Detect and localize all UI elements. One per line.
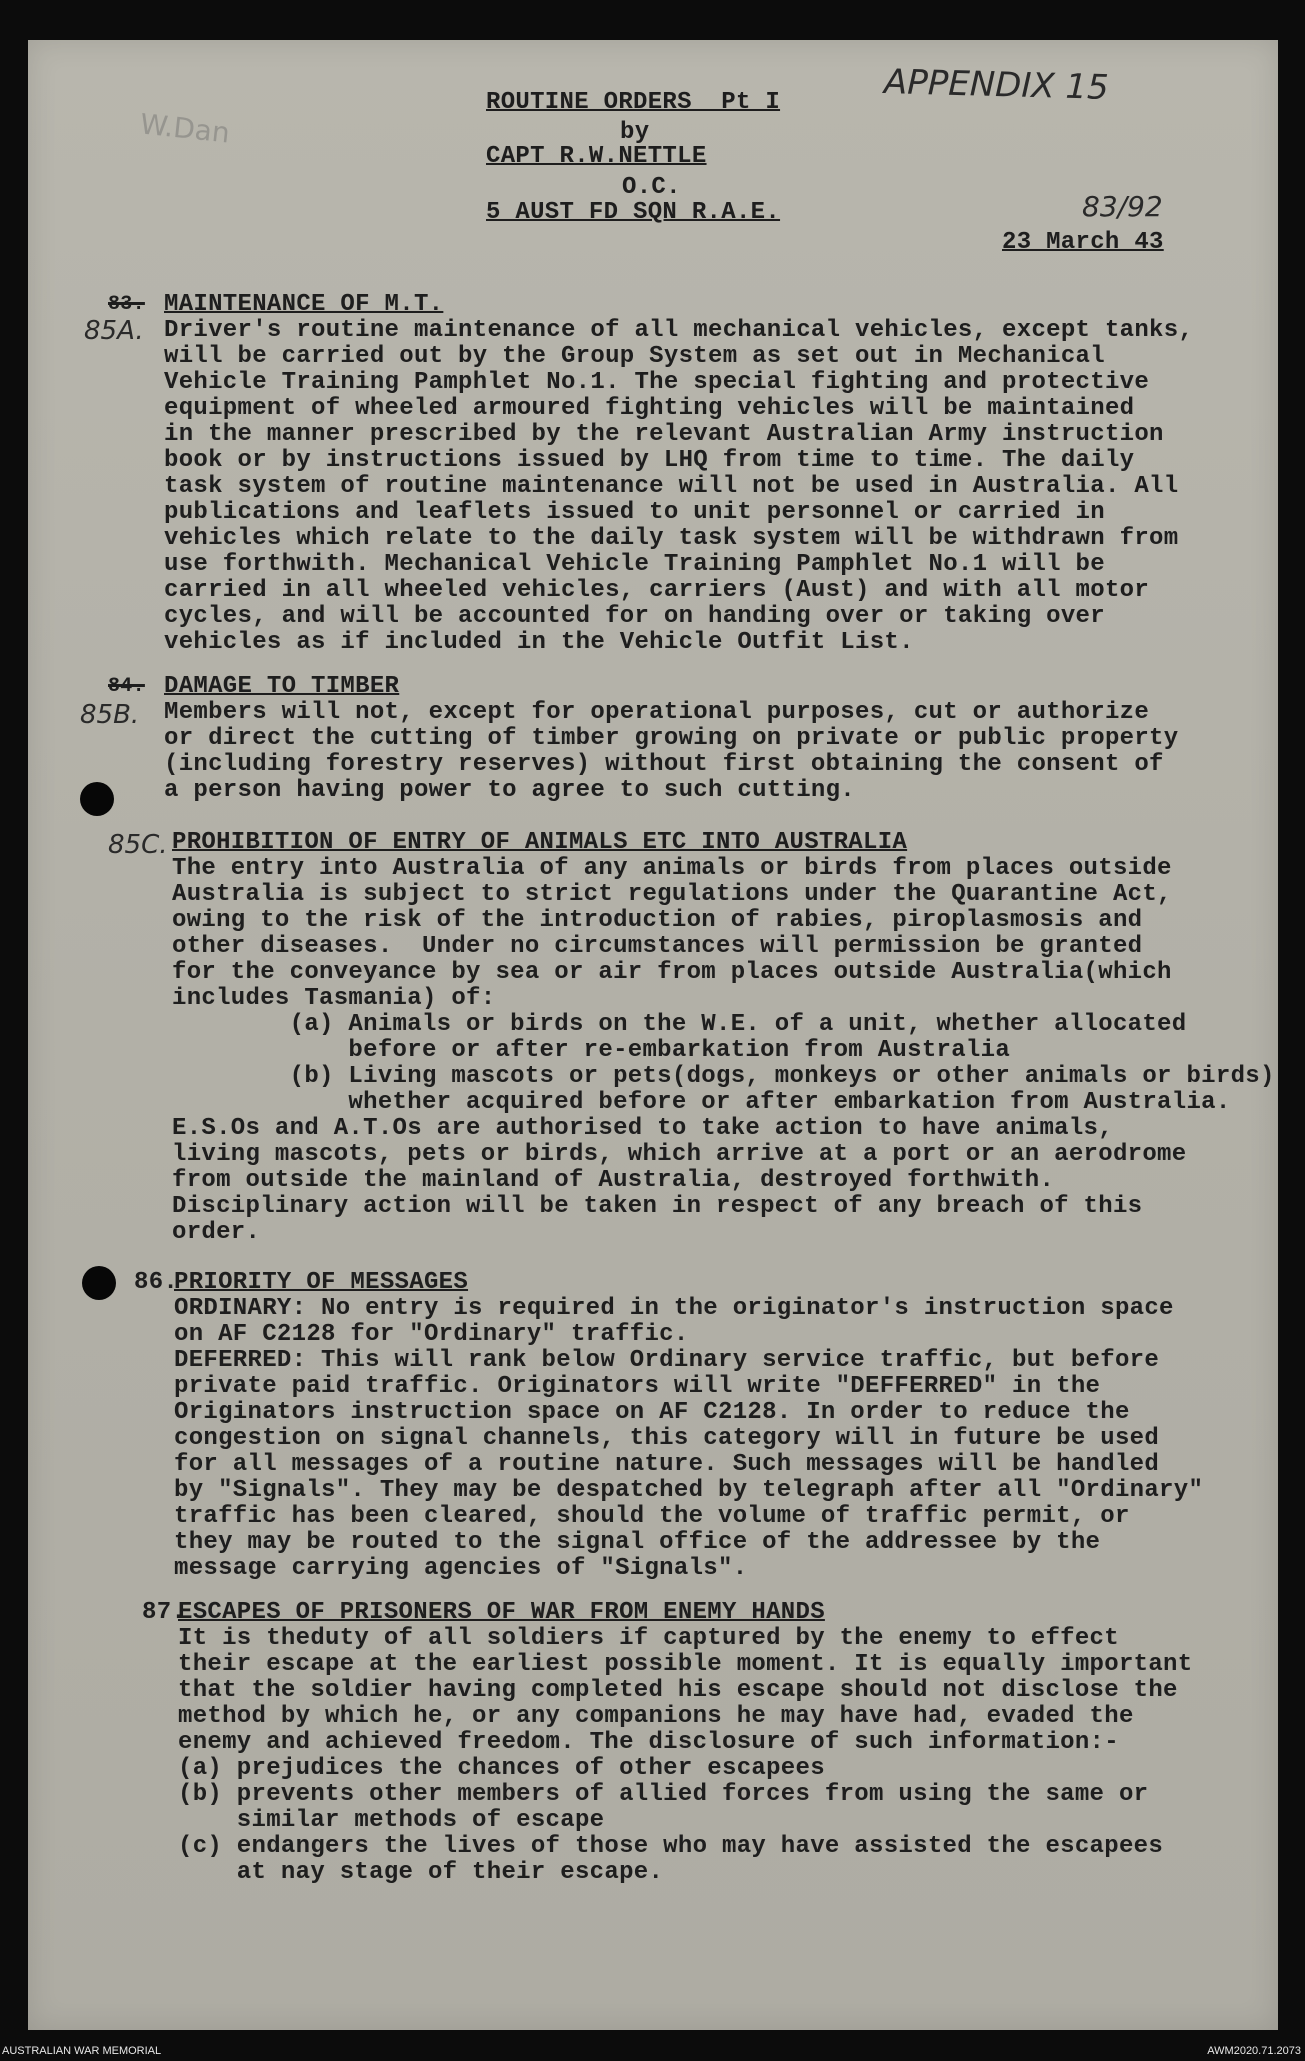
punch-hole-lower (82, 1266, 116, 1300)
footer-right: AWM2020.71.2073 (1207, 2045, 1301, 2057)
section-4-number: 86. (134, 1269, 179, 1296)
punch-hole-upper (80, 782, 114, 816)
header-oc: O.C. (622, 174, 681, 201)
footer-left: AUSTRALIAN WAR MEMORIAL (2, 2045, 162, 2057)
header-officer: CAPT R.W.NETTLE (486, 143, 707, 170)
faint-stamp: W.Dan (138, 107, 232, 150)
appendix-label: APPENDIX 15 (883, 62, 1110, 108)
section-2-number: 85B. (80, 700, 140, 730)
section-1-old-number: 83. (108, 293, 145, 316)
header-date: 23 March 43 (1002, 229, 1164, 256)
header-ref: 83/92 (1082, 190, 1163, 223)
section-2-body: Members will not, except for operational purposes, cut or authorize or direct the cutting of timber growing on private or public property (including forestry reserves) without first obtaining the consent of a person having power to agree to such cutting. (164, 699, 1179, 804)
document-page (28, 40, 1278, 2030)
section-1-title: MAINTENANCE OF M.T. (164, 291, 444, 318)
section-1-number: 85A. (84, 316, 144, 346)
section-1-body: Driver's routine maintenance of all mechanical vehicles, except tanks, will be carried out by the Group System as set out in Mechanical Vehicle Training Pamphlet No.1. The special fighting and protective equipment of wheeled armoured fighting vehicles will be maintained in the manner prescribed by the relevant Australian Army instruction book or by instructions issued by LHQ from time to time. The daily task system of routine maintenance will not be used in Australia. All publications and leaflets issued to unit personnel or carried in vehicles which relate to the daily task system will be withdrawn from use forthwith. Mechanical Vehicle Training Pamphlet No.1 will be carried in all wheeled vehicles, carriers (Aust) and with all motor cycles, and will be accounted for on handing over or taking over vehicles as if included in the Vehicle Outfit List. (164, 317, 1194, 656)
section-5-body: It is theduty of all soldiers if captured by the enemy to effect their escape at the earliest possible moment. It is equally important that the soldier having completed his escape should not disclose the method by which he, or any companions he may have had, evaded the enemy and achieved freedom. The disclosure of such information:- (a) prejudices the chances of other escapees (b) prevents other members of allied forces from using the same or similar methods of escape (c) endangers the lives of those who may have assisted the escapees at nay stage of their escape. (178, 1625, 1193, 1886)
header-title: ROUTINE ORDERS Pt I (486, 89, 781, 116)
section-3-body: The entry into Australia of any animals or birds from places outside Australia is subject to strict regulations under the Quarantine Act, owing to the risk of the introduction of rabies, piroplasmosis and other diseases. Under no circumstances will permission be granted for the conveyance by sea or air from places outside Australia(which includes Tasmania) of: (a) Animals or birds on the W.E. of a unit, whether allocated before or after re-embarkation from Australia (b) Living mascots or pets(dogs, monkeys or other animals or birds) whether acquired before or after embarkation from Australia. E.S.Os and A.T.Os are authorised to take action to have animals, living mascots, pets or birds, which arrive at a port or an aerodrome from outside the mainland of Australia, destroyed forthwith. Disciplinary action will be taken in respect of any breach of this order. (172, 855, 1275, 1246)
section-3-number: 85C. (108, 830, 168, 860)
section-2-old-number: 84. (108, 675, 145, 698)
section-5-title: ESCAPES OF PRISONERS OF WAR FROM ENEMY HANDS (178, 1599, 825, 1626)
section-5-number: 87. (142, 1599, 187, 1626)
section-4-body: ORDINARY: No entry is required in the originator's instruction space on AF C2128 for "Ordinary" traffic. DEFERRED: This will rank below Ordinary service traffic, but before private paid traffic. Originators will write "DEFFERRED" in the Originators instruction space on AF C2128. In order to reduce the congestion on signal channels, this category will in future be used for all messages of a routine nature. Such messages will be handled by "Signals". They may be despatched by telegraph after all "Ordinary" traffic has been cleared, should the volume of traffic permit, or they may be routed to the signal office of the addressee by the message carrying agencies of "Signals". (174, 1295, 1204, 1582)
section-2-title: DAMAGE TO TIMBER (164, 673, 400, 700)
header-by: by (620, 119, 650, 146)
section-4-title: PRIORITY OF MESSAGES (174, 1269, 469, 1296)
section-3-title: PROHIBITION OF ENTRY OF ANIMALS ETC INTO AUSTRALIA (172, 829, 908, 856)
header-unit: 5 AUST FD SQN R.A.E. (486, 199, 781, 226)
